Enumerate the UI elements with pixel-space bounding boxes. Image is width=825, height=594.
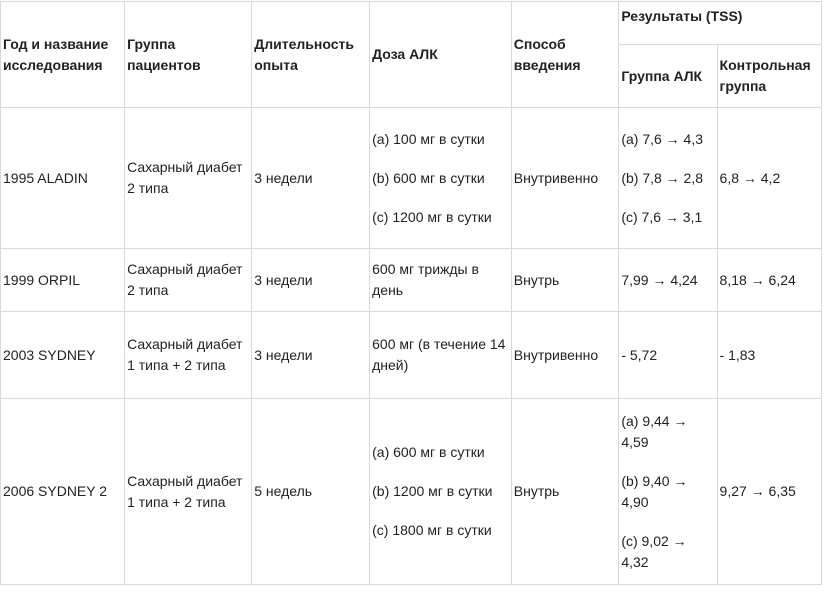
cell-alk xyxy=(619,399,717,585)
table-row xyxy=(1,108,822,249)
cell-duration: 3 недели xyxy=(252,312,370,399)
dose-line: 600 мг (в течение 14 дней) xyxy=(372,336,506,373)
header-dose: Доза АЛК xyxy=(370,2,512,108)
cell-control: 9,27 → 6,35 xyxy=(717,399,821,585)
header-alk-group: Группа АЛК xyxy=(619,45,717,108)
cell-dose xyxy=(370,399,512,585)
header-group: Группа пациентов xyxy=(125,2,252,108)
header-results: Результаты (TSS) xyxy=(619,2,822,45)
dose-line: (b) 600 мг в сутки xyxy=(372,169,485,186)
alk-line: (a) 7,6 → 4,3 xyxy=(621,130,704,147)
dose-line: (c) 1200 мг в сутки xyxy=(372,208,492,225)
cell-group: Сахарный диабет 1 типа + 2 типа xyxy=(125,312,252,399)
cell-control: 6,8 → 4,2 xyxy=(717,108,821,249)
cell-alk xyxy=(619,108,717,249)
alk-line: 7,99 → 4,24 xyxy=(621,271,698,288)
cell-group: Сахарный диабет 2 типа xyxy=(125,108,252,249)
cell-alk xyxy=(619,249,717,312)
cell-dose xyxy=(370,312,512,399)
table-row xyxy=(1,312,822,399)
dose-line: 600 мг трижды в день xyxy=(372,261,479,298)
dose-line: (b) 1200 мг в сутки xyxy=(372,483,493,499)
alk-line: - 5,72 xyxy=(621,346,658,363)
header-duration: Длительность опыта xyxy=(252,2,370,108)
header-control-group: Контрольная группа xyxy=(717,45,821,108)
table-row xyxy=(1,249,822,312)
header-route: Способ введения xyxy=(511,2,619,108)
cell-study: 1999 ORPIL xyxy=(1,249,125,312)
cell-route: Внутрь xyxy=(511,249,619,312)
cell-group: Сахарный диабет 1 типа + 2 типа xyxy=(125,399,252,585)
results-table xyxy=(0,1,822,585)
alk-line: (b) 9,40 → 4,90 xyxy=(621,472,688,510)
cell-alk xyxy=(619,312,717,399)
cell-study: 2003 SYDNEY xyxy=(1,312,125,399)
cell-duration: 3 недели xyxy=(252,249,370,312)
alk-line: (b) 7,8 → 2,8 xyxy=(621,169,704,186)
cell-route: Внутривенно xyxy=(511,312,619,399)
header-study: Год и название исследования xyxy=(1,2,125,108)
cell-dose xyxy=(370,108,512,249)
cell-study: 2006 SYDNEY 2 xyxy=(1,399,125,585)
cell-control: 8,18 → 6,24 xyxy=(717,249,821,312)
dose-line: (a) 600 мг в сутки xyxy=(372,444,485,460)
cell-route: Внутрь xyxy=(511,399,619,585)
alk-line: (a) 9,44 → 4,59 xyxy=(621,412,688,450)
table-row xyxy=(1,399,822,585)
cell-control: - 1,83 xyxy=(717,312,821,399)
dose-line: (a) 100 мг в сутки xyxy=(372,130,485,147)
alk-line: (c) 7,6 → 3,1 xyxy=(621,208,703,225)
cell-group: Сахарный диабет 2 типа xyxy=(125,249,252,312)
cell-study: 1995 ALADIN xyxy=(1,108,125,249)
dose-line: (c) 1800 мг в сутки xyxy=(372,522,492,538)
cell-duration: 3 недели xyxy=(252,108,370,249)
alk-line: (c) 9,02 → 4,32 xyxy=(621,532,687,570)
cell-dose xyxy=(370,249,512,312)
cell-route: Внутривенно xyxy=(511,108,619,249)
cell-duration: 5 недель xyxy=(252,399,370,585)
